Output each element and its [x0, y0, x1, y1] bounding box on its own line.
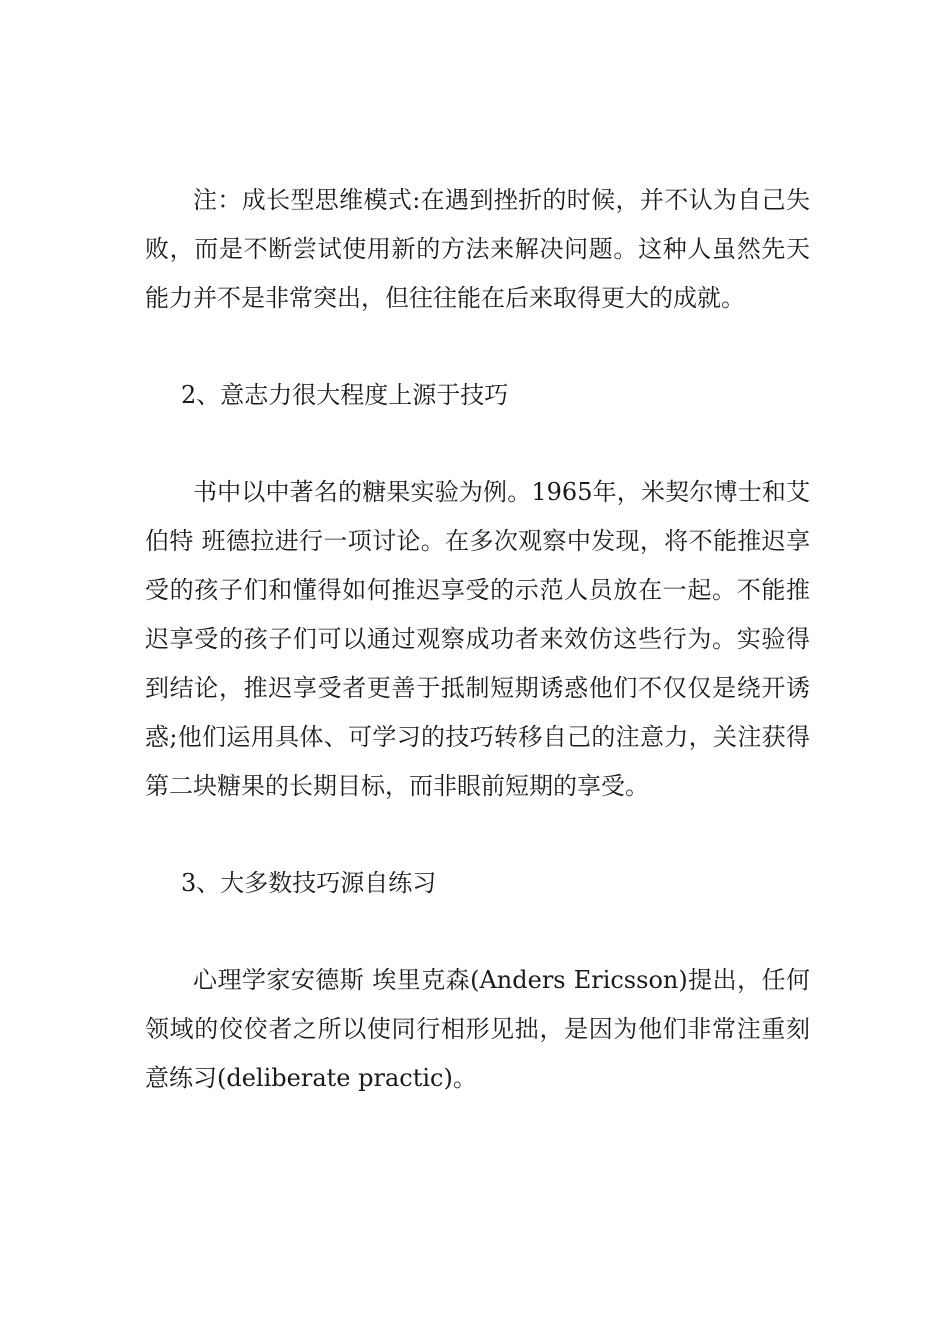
paragraph-candy-experiment: 书中以中著名的糖果实验为例。1965年，米契尔博士和艾伯特 班德拉进行一项讨论。在多次观察中发现，将不能推迟享受的孩子们和懂得如何推迟享受的示范人员放在一起。不能推迟享受的孩子们可以通过观察成功者来效仿这些行为。实验得到结论，推迟享受者更善于抵制短期诱惑他们不仅仅是绕开诱惑;他们运用具体、可学习的技巧转移自己的注意力，关注获得第二块糖果的长期目标，而非眼前短期的享受。 — [145, 478, 810, 800]
section-heading-3: 3、大多数技巧源自练习 — [181, 869, 437, 897]
paragraph-deliberate-practice: 心理学家安德斯 埃里克森(Anders Ericsson)提出，任何领域的佼佼者之所以使同行相形见拙，是因为他们非常注重刻意练习(deliberate practic)。 — [145, 966, 810, 1092]
section-heading-2: 2、意志力很大程度上源于技巧 — [181, 381, 509, 409]
document-body — [145, 176, 810, 1103]
note-paragraph: 注：成长型思维模式:在遇到挫折的时候，并不认为自己失败，而是不断尝试使用新的方法来解决问题。这种人虽然先天能力并不是非常突出，但往往能在后来取得更大的成就。 — [145, 186, 810, 312]
